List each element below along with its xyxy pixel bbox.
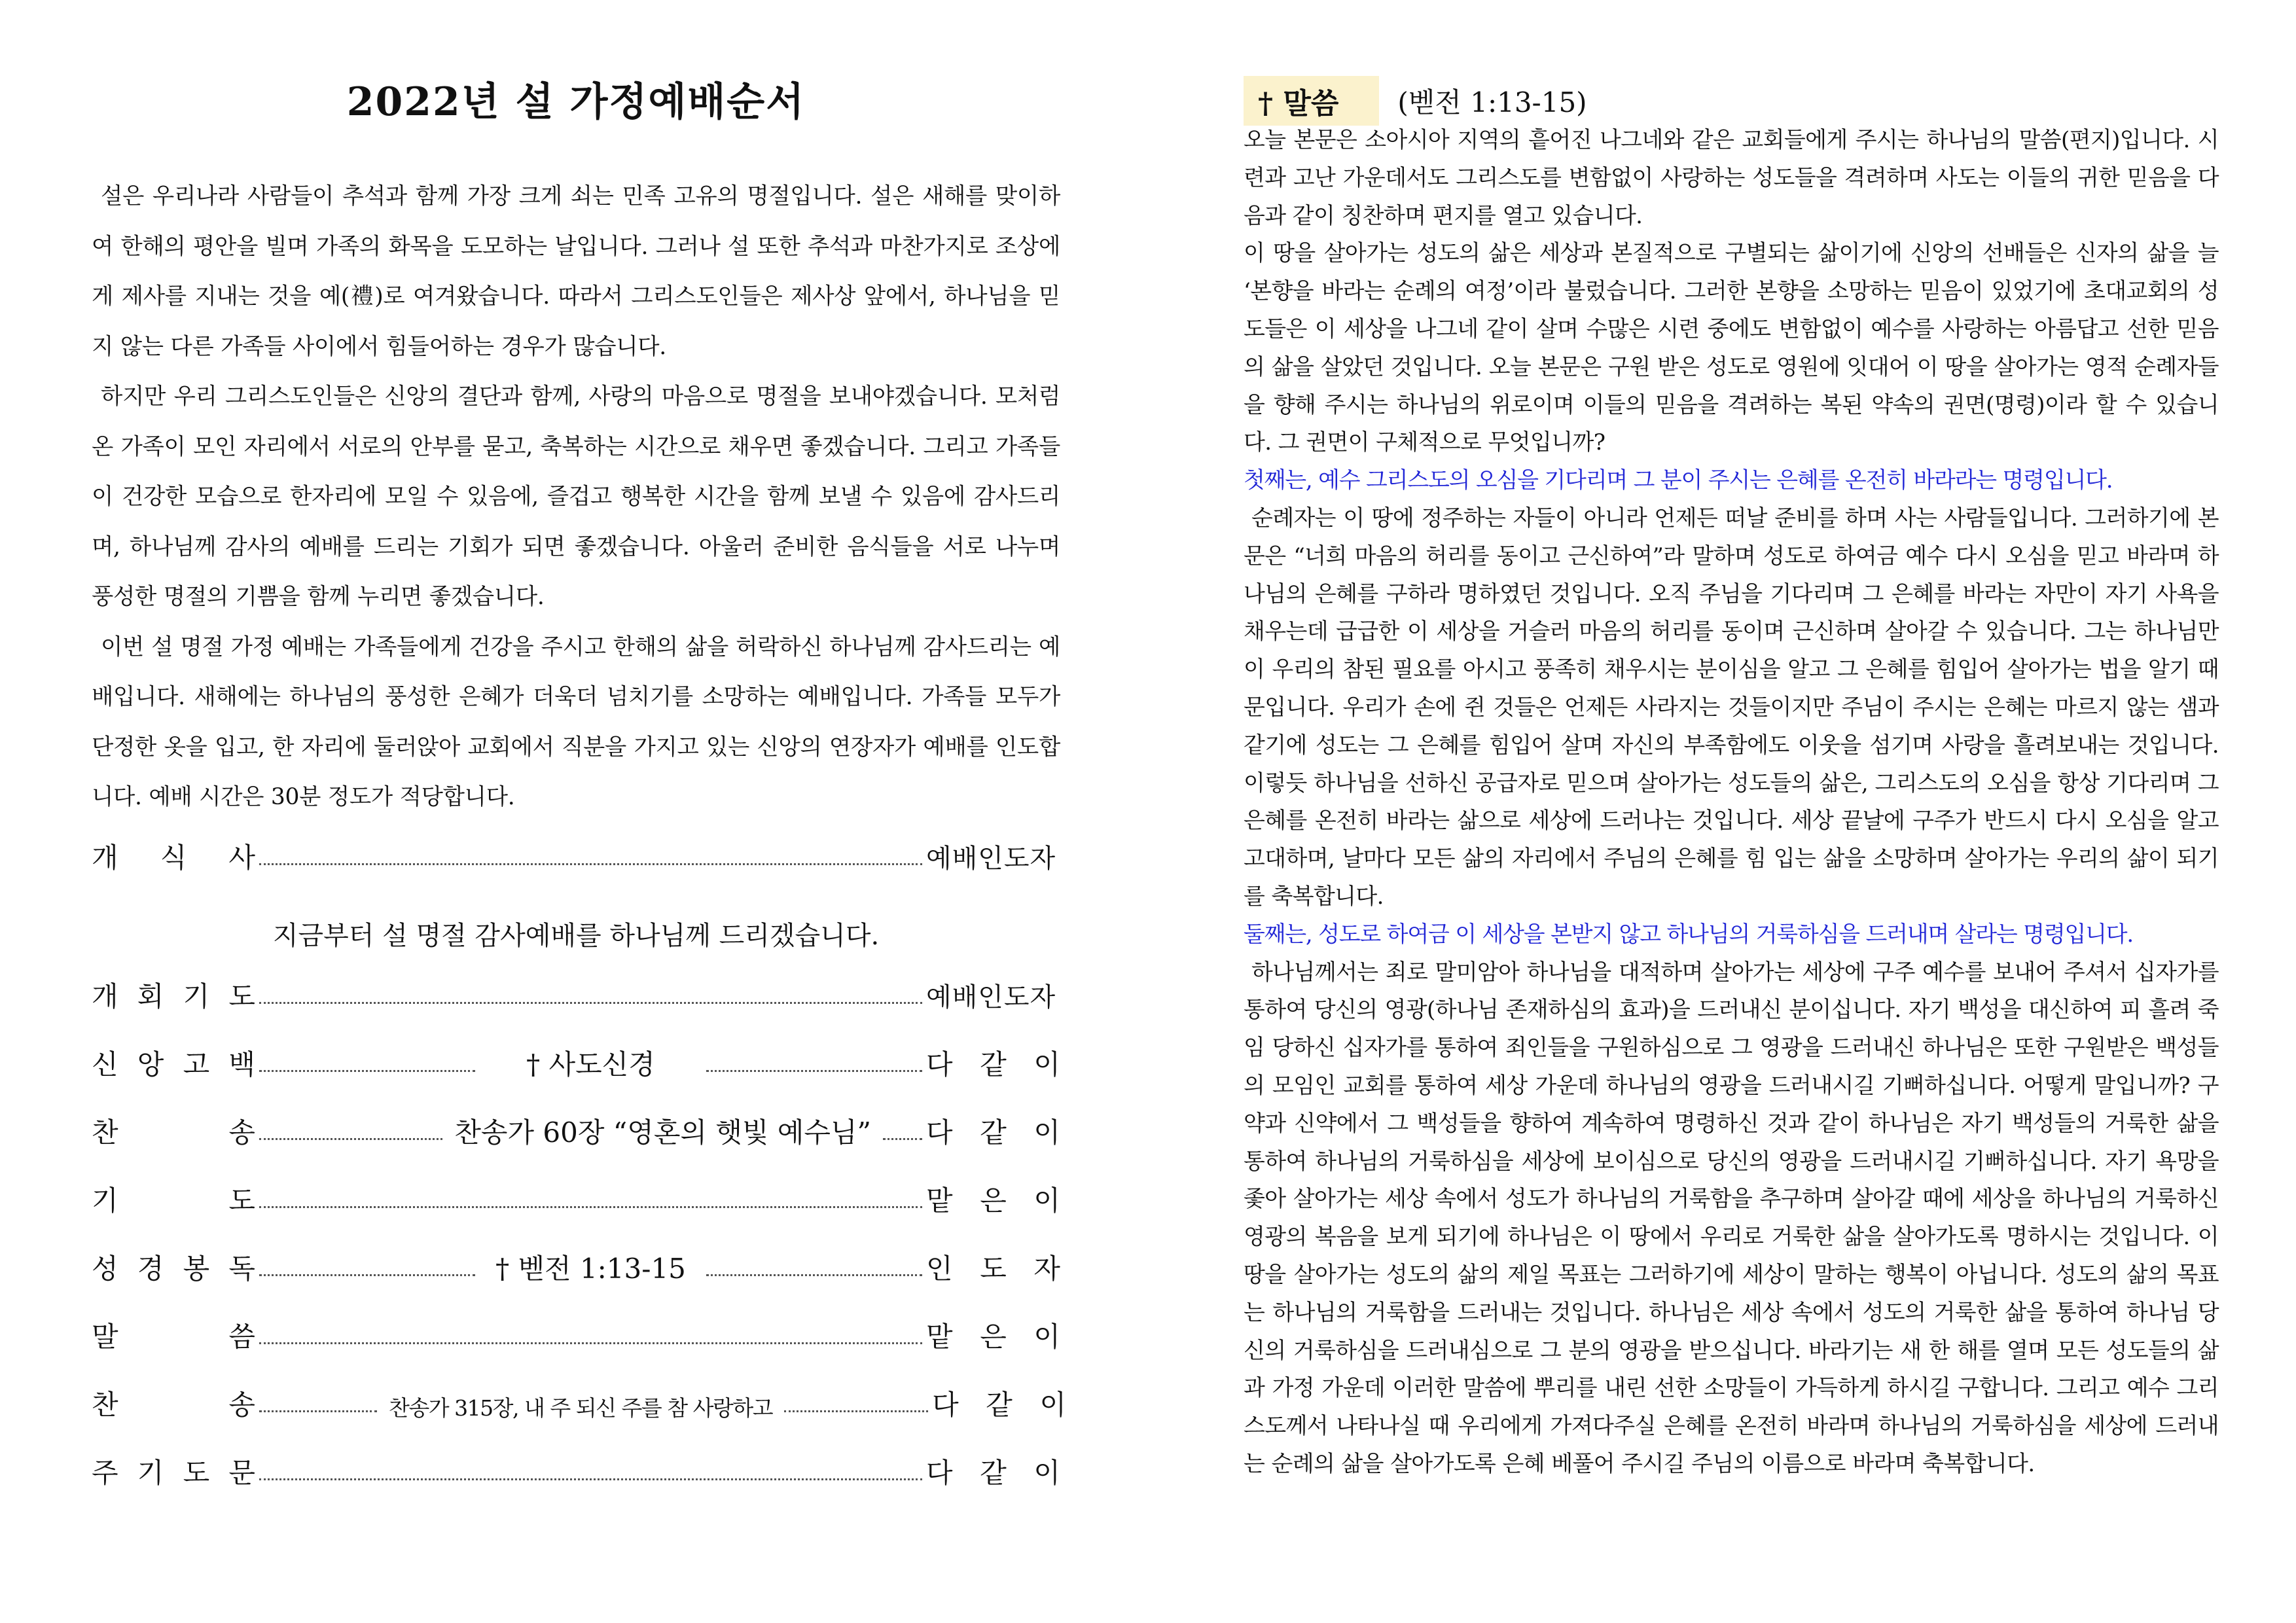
- intro-paragraph: 설은 우리나라 사람들이 추석과 함께 가장 크게 쇠는 민족 고유의 명절입니다. 설은 새해를 맞이하여 한해의 평안을 빌며 가족의 화목을 도모하는 날입니다. 그러나 설 또한 추석과 마찬가지로 조상에게 제사를 지내는 것을 예(禮)로 여겨왔습니다. 따라서 그리스도인들은 제사상 앞에서, 하나님을 믿지 않는 다른 가족들 사이에서 힘들어하는 경우가 많습니다.: [92, 183, 1060, 360]
- leader-dots: [706, 1274, 922, 1276]
- order-detail: † 사도신경: [526, 1048, 655, 1080]
- order-label: 말 씀: [92, 1321, 255, 1353]
- order-leader: 예배인도자: [926, 982, 1056, 1012]
- order-label: 찬 송: [92, 1389, 255, 1421]
- sermon-heading: † 말씀: [1244, 76, 1379, 126]
- leader-dots: [259, 1410, 377, 1412]
- leader-dots: [259, 1478, 922, 1480]
- order-leader: 예배인도자: [926, 844, 1056, 874]
- order-row-hymn: [92, 1101, 1060, 1147]
- order-label: 주 기 도 문: [92, 1457, 255, 1489]
- page-title: 2022년 설 가정예배순서: [346, 79, 806, 125]
- order-leader: 다 같 이: [926, 1048, 1060, 1080]
- order-label: 신 앙 고 백: [92, 1048, 255, 1080]
- intro-text: [92, 171, 1060, 823]
- order-label: 개 식 사: [92, 842, 255, 874]
- sermon-paragraph: 하나님께서는 죄로 말미암아 하나님을 대적하며 살아가는 세상에 구주 예수를 보내어 주셔서 십자가를 통하여 당신의 영광(하나님 존재하심의 효과)을 드러내신 분이십니다. 자기 백성을 대신하여 피 흘려 죽임 당하신 십자가를 통하여 죄인들을 구원하심으로 그 영광을 드러내신 하나님은 또한 구원받은 백성들의 모임인 교회를 통하여 세상 가운데 하나님의 영광을 드러내시길 기뻐하십니다. 어떻게 말입니까? 구약과 신약에서 그 백성들을 향하여 계속하여 명령하신 것과 같이 하나님은 자기 백성들의 거룩한 삶을 통하여 하나님의 거룩하심을 세상에 보이심으로 당신의 영광을 드러내시길 기뻐하십니다. 자기 욕망을 좇아 살아가는 세상 속에서 성도가 하나님의 거룩함을 추구하며 살아갈 때에 세상을 하나님의 거룩하신 영광의 복음을 보게 되기에 하나님은 이 땅에서 우리로 거룩한 삶을 살아가도록 명하시는 것입니다. 이 땅을 살아가는 성도의 삶의 제일 목표는 그러하기에 세상이 말하는 행복이 아닙니다. 성도의 삶의 목표는 하나님의 거룩함을 드러내는 것입니다. 하나님은 세상 속에서 성도의 거룩한 삶을 통하여 하나님 당신의 거룩하심을 드러내심으로 그 분의 영광을 받으십니다. 바라기는 새 한 해를 열며 모든 성도들의 삶과 가정 가운데 이러한 말씀에 뿌리를 내린 선한 소망들이 가득하게 하시길 구합니다. 그리고 예수 그리스도께서 나타나실 때 우리에게 가져다주실 은혜를 온전히 바라며 하나님의 거룩하심을 세상에 드러내는 순례의 삶을 살아가도록 은혜 베풀어 주시길 주님의 이름으로 바라며 축복합니다.: [1244, 959, 2219, 1477]
- scripture-reference: (벧전 1:13-15): [1397, 86, 1587, 118]
- order-row-opening-prayer: [92, 965, 1060, 1010]
- order-row-prayer: [92, 1169, 1060, 1215]
- leader-dots: [706, 1070, 922, 1072]
- sermon-paragraph: 순례자는 이 땅에 정주하는 자들이 아니라 언제든 떠날 준비를 하며 사는 사람들입니다. 그러하기에 본문은 “너희 마음의 허리를 동이고 근신하여”라 말하며 성도로 하여금 예수 다시 오심을 믿고 바라며 하나님의 은혜를 구하라 명하였던 것입니다. 오직 주님을 기다리며 그 은혜를 바라는 자만이 자기 사욕을 채우는데 급급한 이 세상을 거슬러 마음의 허리를 동이며 근신하며 살아갈 수 있습니다. 그는 하나님만이 우리의 참된 필요를 아시고 풍족히 채우시는 분이심을 알고 그 은혜를 힘입어 살아가는 법을 알기 때문입니다. 우리가 손에 쥔 것들은 언제든 사라지는 것들이지만 주님이 주시는 은혜는 마르지 않는 샘과 같기에 성도는 그 은혜를 힘입어 살며 자신의 부족함에도 이웃을 섬기며 사랑을 흘려보내는 것입니다. 이렇듯 하나님을 선하신 공급자로 믿으며 살아가는 성도들의 삶은, 그리스도의 오심을 항상 기다리며 그 은혜를 온전히 바라는 삶으로 세상에 드러나는 것입니다. 세상 끝날에 구주가 반드시 다시 오심을 알고 고대하며, 날마다 모든 삶의 자리에서 주님의 은혜를 힘 입는 삶을 소망하며 살아가는 우리의 삶이 되기를 축복합니다.: [1244, 505, 2219, 910]
- leader-dots: [259, 1274, 475, 1276]
- leader-dots: [259, 1002, 922, 1004]
- leader-dots: [259, 1342, 922, 1344]
- order-row-scripture: [92, 1237, 1060, 1283]
- leader-dots: [883, 1138, 922, 1140]
- leader-dots: [259, 1138, 442, 1140]
- order-leader: 인 도 자: [926, 1253, 1060, 1285]
- order-detail: 찬송가 315장, 내 주 되신 주를 참 사랑하고: [389, 1395, 773, 1421]
- order-row-closing-hymn: [92, 1373, 1067, 1421]
- announcement: 지금부터 설 명절 감사예배를 하나님께 드리겠습니다.: [272, 921, 880, 951]
- first-command-heading: 첫째는, 예수 그리스도의 오심을 기다리며 그 분이 주시는 은혜를 온전히 바라라는 명령입니다.: [1244, 467, 2113, 494]
- order-detail: † 벧전 1:13-15: [495, 1253, 686, 1285]
- order-row-sermon: [92, 1305, 1060, 1351]
- order-label: 개 회 기 도: [92, 980, 255, 1012]
- order-label: 찬 송: [92, 1116, 255, 1149]
- sermon-paragraph: 이 땅을 살아가는 성도의 삶은 세상과 본질적으로 구별되는 삶이기에 신앙의 선배들은 신자의 삶을 늘 ‘본향을 바라는 순례의 여정’이라 불렀습니다. 그러한 본향을 소망하는 믿음이 있었기에 초대교회의 성도들은 이 세상을 나그네 같이 살며 수많은 시련 중에도 변함없이 예수를 사랑하는 아름답고 선한 믿음의 삶을 살았던 것입니다. 오늘 본문은 구원 받은 성도로 영원에 잇대어 이 땅을 살아가는 영적 순례자들을 향해 주시는 하나님의 위로이며 이들의 믿음을 격려하는 복된 약속의 권면(명령)이라 할 수 있습니다. 그 권면이 구체적으로 무엇입니까?: [1244, 240, 2219, 456]
- order-leader: 다 같 이: [926, 1457, 1060, 1489]
- sermon-header: [1244, 76, 1587, 126]
- left-page: [92, 0, 1067, 1623]
- order-label: 성 경 봉 독: [92, 1253, 255, 1285]
- leader-dots: [259, 1070, 475, 1072]
- intro-paragraph: 하지만 우리 그리스도인들은 신앙의 결단과 함께, 사랑의 마음으로 명절을 보내야겠습니다. 모처럼 온 가족이 모인 자리에서 서로의 안부를 묻고, 축복하는 시간으로 채우면 좋겠습니다. 그리고 가족들이 건강한 모습으로 한자리에 모일 수 있음에, 즐겁고 행복한 시간을 함께 보낼 수 있음에 감사드리며, 하나님께 감사의 예배를 드리는 기회가 되면 좋겠습니다. 아울러 준비한 음식들을 서로 나누며 풍성한 명절의 기쁨을 함께 누리면 좋겠습니다.: [92, 383, 1060, 610]
- order-row-opening: [92, 826, 1060, 872]
- order-row-creed: [92, 1033, 1060, 1079]
- order-detail: 찬송가 60장 “영혼의 햇빛 예수님”: [454, 1116, 871, 1149]
- second-command-heading: 둘째는, 성도로 하여금 이 세상을 본받지 않고 하나님의 거룩하심을 드러내며 살라는 명령입니다.: [1244, 921, 2134, 948]
- order-leader: 맡 은 이: [926, 1321, 1060, 1353]
- leader-dots: [784, 1410, 928, 1412]
- order-leader: 다 같 이: [932, 1389, 1067, 1421]
- sermon-text: [1244, 122, 2219, 1484]
- order-label: 기 도: [92, 1185, 255, 1217]
- intro-paragraph: 이번 설 명절 가정 예배는 가족들에게 건강을 주시고 한해의 삶을 허락하신 하나님께 감사드리는 예배입니다. 새해에는 하나님의 풍성한 은혜가 더욱더 넘치기를 소망하는 예배입니다. 가족들 모두가 단정한 옷을 입고, 한 자리에 둘러앉아 교회에서 직분을 가지고 있는 신앙의 연장자가 예배를 인도합니다. 예배 시간은 30분 정도가 적당합니다.: [92, 633, 1060, 810]
- order-row-lords-prayer: [92, 1441, 1060, 1487]
- right-page: [1244, 0, 2219, 1623]
- sermon-paragraph: 오늘 본문은 소아시아 지역의 흩어진 나그네와 같은 교회들에게 주시는 하나님의 말씀(편지)입니다. 시련과 고난 가운데서도 그리스도를 변함없이 사랑하는 성도들을 격려하며 사도는 이들의 귀한 믿음을 다음과 같이 칭찬하며 편지를 열고 있습니다.: [1244, 127, 2219, 229]
- order-leader: 맡 은 이: [926, 1185, 1060, 1217]
- order-leader: 다 같 이: [926, 1116, 1060, 1149]
- leader-dots: [259, 863, 922, 865]
- leader-dots: [259, 1206, 922, 1208]
